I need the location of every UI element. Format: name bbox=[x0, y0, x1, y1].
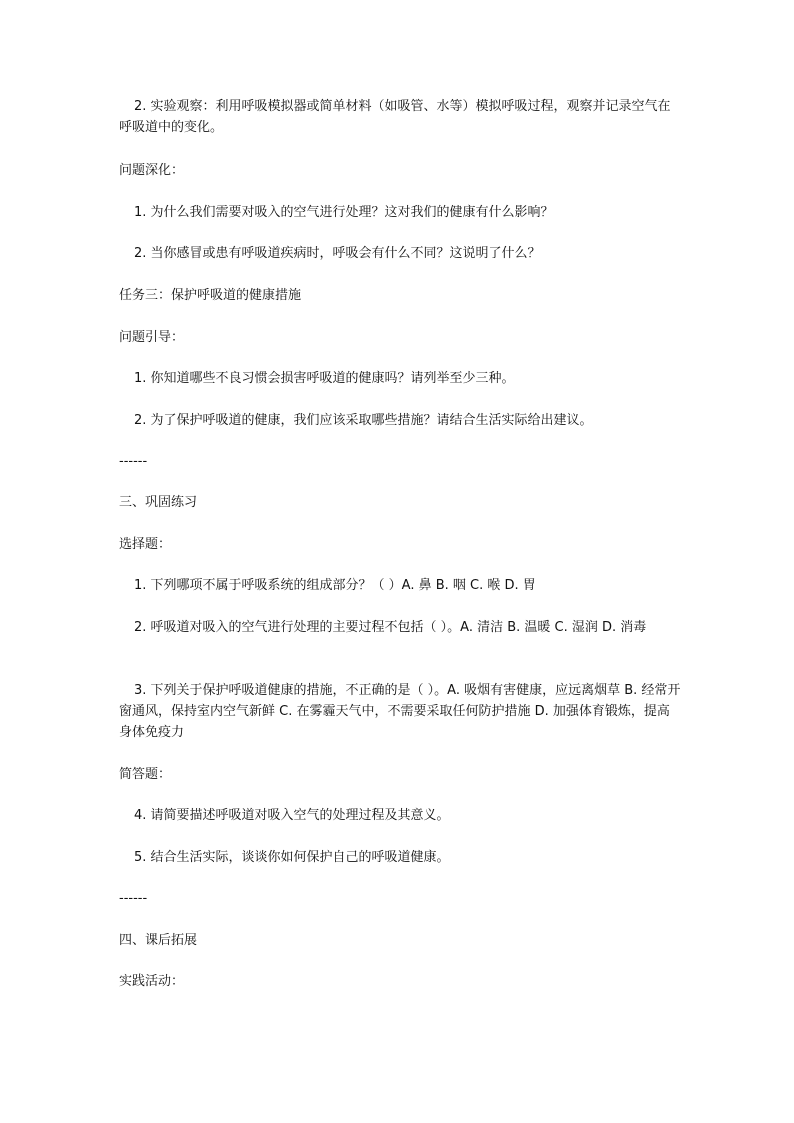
list-item: 1. 为什么我们需要对吸入的空气进行处理？这对我们的健康有什么影响？ bbox=[134, 205, 554, 220]
section-label-guidance: 问题引导： bbox=[119, 330, 185, 345]
section-label-short-answer: 简答题： bbox=[119, 767, 172, 782]
question-item: 1. 下列哪项不属于呼吸系统的组成部分？（ ）A. 鼻 B. 咽 C. 喉 D. 胃 bbox=[134, 578, 536, 593]
section-label-deepening: 问题深化： bbox=[119, 163, 185, 178]
question-item: 5. 结合生活实际，谈谈你如何保护自己的呼吸道健康。 bbox=[134, 850, 450, 865]
separator: ------ bbox=[119, 891, 148, 906]
section-label-multiple-choice: 选择题： bbox=[119, 537, 172, 552]
section-heading-practice: 三、巩固练习 bbox=[119, 495, 198, 510]
section-heading-extension: 四、课后拓展 bbox=[119, 933, 198, 948]
task-three-heading: 任务三：保护呼吸道的健康措施 bbox=[119, 288, 302, 303]
separator: ------ bbox=[119, 454, 148, 469]
question-item: 2. 呼吸道对吸入的空气进行处理的主要过程不包括（ ）。A. 清洁 B. 温暖 C. 湿润 D. 消毒 bbox=[134, 620, 647, 635]
list-item: 2. 为了保护呼吸道的健康，我们应该采取哪些措施？请结合生活实际给出建议。 bbox=[134, 413, 593, 428]
experiment-observation-item: 2. 实验观察：利用呼吸模拟器或简单材料（如吸管、水等）模拟呼吸过程，观察并记录空气在呼吸道中的变化。 bbox=[119, 99, 671, 135]
section-label-practice-activity: 实践活动： bbox=[119, 974, 185, 989]
list-item: 2. 当你感冒或患有呼吸道疾病时，呼吸会有什么不同？这说明了什么？ bbox=[134, 246, 541, 261]
question-item: 4. 请简要描述呼吸道对吸入空气的处理过程及其意义。 bbox=[134, 808, 450, 823]
list-item: 1. 你知道哪些不良习惯会损害呼吸道的健康吗？请列举至少三种。 bbox=[134, 371, 515, 386]
question-item: 3. 下列关于保护呼吸道健康的措施，不正确的是（ ）。A. 吸烟有害健康，应远离烟草 B. 经常开窗通风，保持室内空气新鲜 C. 在雾霾天气中，不需要采取任何防护措施 D. 加强体育锻炼，提高身体免疫力 bbox=[119, 683, 681, 740]
